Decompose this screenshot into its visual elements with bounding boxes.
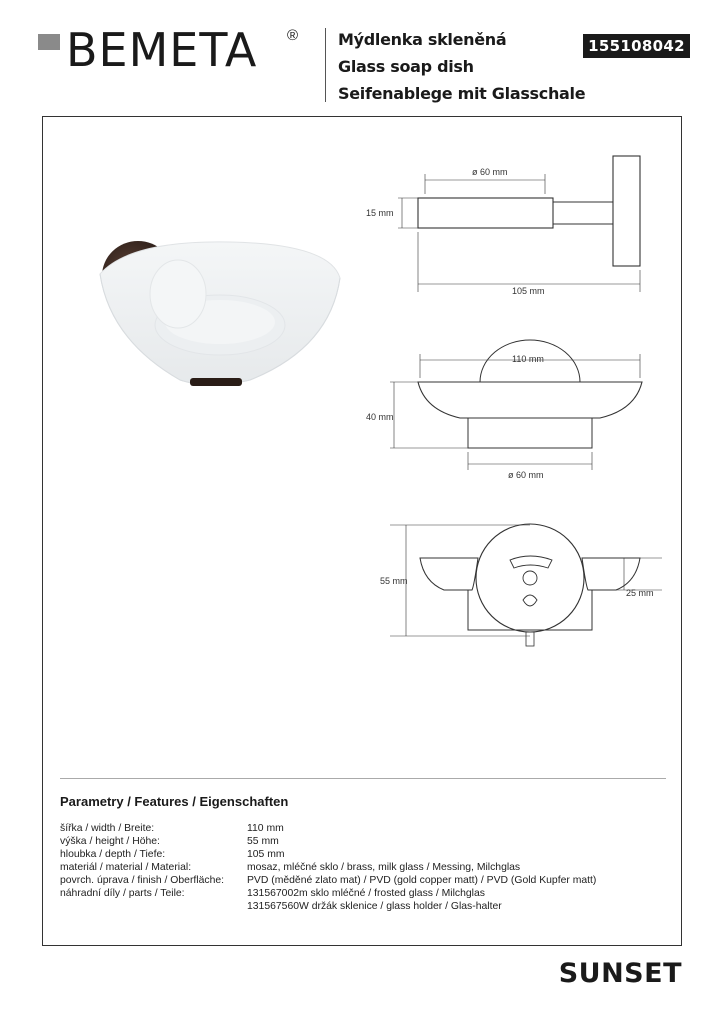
front-width-label: 110 mm (512, 354, 544, 364)
side-diameter-label: ø 60 mm (472, 167, 508, 177)
param-key: výška / height / Höhe: (60, 836, 160, 847)
header-divider (325, 28, 326, 102)
front-height-label: 40 mm (366, 412, 394, 422)
technical-drawing (360, 150, 670, 650)
back-total-height-label: 55 mm (380, 576, 408, 586)
param-value: 55 mm (247, 836, 279, 847)
param-row (60, 887, 670, 900)
param-key: náhradní díly / parts / Teile: (60, 888, 185, 899)
title-en: Glass soap dish (338, 57, 474, 76)
parameters-title: Parametry / Features / Eigenschaften (60, 794, 289, 809)
param-row (60, 861, 670, 874)
logo-block-mark (38, 34, 60, 50)
front-view (366, 340, 642, 480)
front-diameter-label: ø 60 mm (508, 470, 544, 480)
product-illustration (90, 230, 350, 400)
param-value: 131567002m sklo mléčné / frosted glass / Milchglas (247, 888, 485, 899)
param-value: 131567560W držák sklenice / glass holder / Glas-halter (247, 901, 502, 912)
parameters-table (60, 822, 670, 913)
back-dish-height-label: 25 mm (626, 588, 654, 598)
param-row (60, 822, 670, 835)
side-height-label: 15 mm (366, 208, 394, 218)
side-view (366, 156, 640, 296)
param-row (60, 848, 670, 861)
param-key: materiál / material / Material: (60, 862, 192, 873)
registered-mark: ® (287, 27, 299, 44)
back-view (380, 524, 662, 646)
param-key: povrch. úprava / finish / Oberfläche: (60, 875, 225, 886)
param-value: mosaz, mléčné sklo / brass, milk glass / Messing, Milchglas (247, 862, 521, 873)
param-value: 110 mm (247, 823, 284, 834)
product-titles (338, 26, 585, 107)
param-key: šířka / width / Breite: (60, 823, 155, 834)
param-value: PVD (měděné zlato mat) / PVD (gold copper matt) / PVD (Gold Kupfer matt) (247, 875, 597, 886)
param-key: hloubka / depth / Tiefe: (60, 849, 166, 860)
product-code-badge: 155108042 (583, 34, 690, 58)
side-depth-label: 105 mm (512, 286, 545, 296)
param-row (60, 900, 670, 913)
section-divider (60, 778, 666, 779)
param-row (60, 835, 670, 848)
logo-text: BEMETA (66, 23, 258, 77)
param-value: 105 mm (247, 849, 285, 860)
brand-logo (38, 24, 308, 76)
series-name: SUNSET (558, 958, 682, 989)
param-row (60, 874, 670, 887)
title-cz: Mýdlenka skleněná (338, 30, 507, 49)
title-de: Seifenablege mit Glasschale (338, 84, 586, 103)
